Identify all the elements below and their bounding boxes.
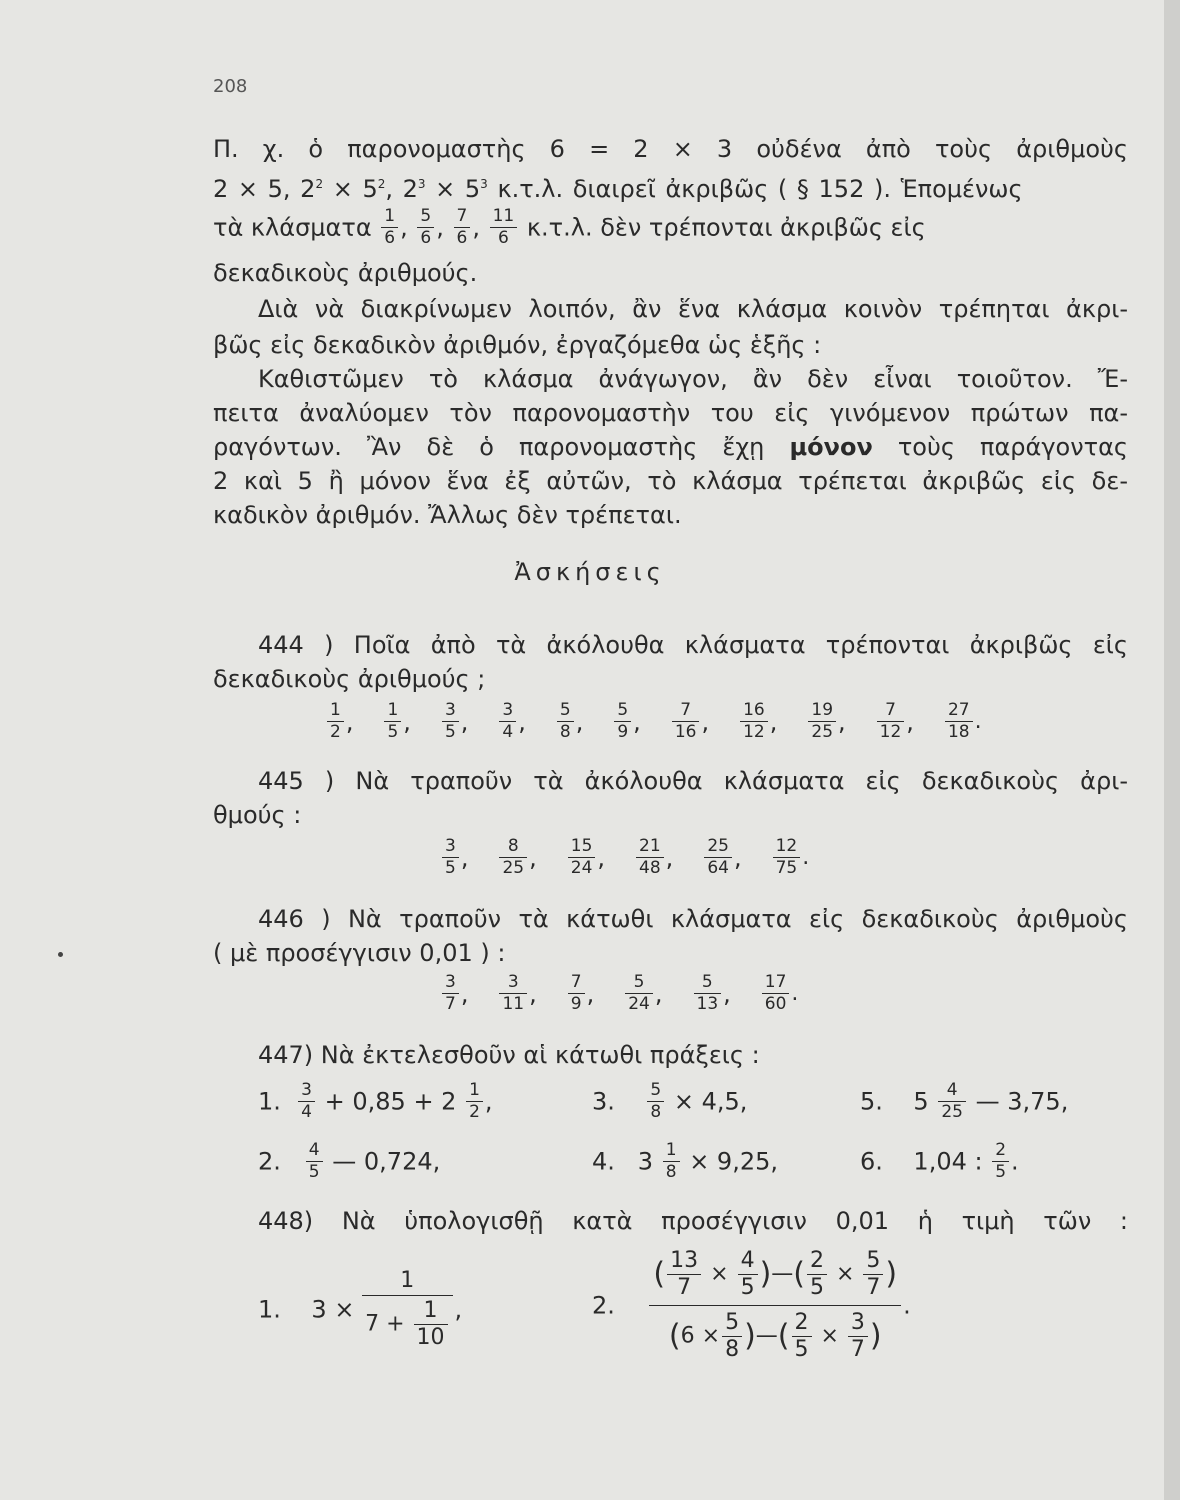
exercise-448-item-2: 2. ( $\frac{13}{7}$ × $\frac{4}{5}$ )—( $\frac{2}{5}$ × $\frac{5}{7}$ ) (6 × $\frac{5}{8}$ )—( $\frac{2}{5}$ × $\frac{3}{7}$ ) . xyxy=(592,1248,911,1362)
exercise-444-text: 444 ) Ποῖα ἀπὸ τὰ ἀκόλουθα κλάσματα τρέπονται ἀκριβῶς εἰς xyxy=(258,631,1128,659)
page-number: 208 xyxy=(213,76,248,97)
exercise-445-text: θμούς : xyxy=(213,801,302,829)
exercise-446-fractions: $\frac{3}{7}$ , $\frac{3}{11}$ , $\frac{7}{9}$ , $\frac{5}{24}$ , $\frac{5}{13}$ , $\frac{17}{60}$ . xyxy=(440,974,798,1013)
text-line: δεκαδικοὺς ἀριθμούς. xyxy=(213,259,478,287)
emphasis-text: μόνον xyxy=(789,433,873,461)
text-line: καδικὸν ἀριθμόν. Ἄλλως δὲν τρέπεται. xyxy=(213,501,682,529)
exercise-447-item-2: 2. $\frac{4}{5}$ — 0,724, xyxy=(258,1140,441,1182)
exercise-444-fractions: $\frac{1}{2}$ , $\frac{1}{5}$ , $\frac{3}{5}$ , $\frac{3}{4}$ , $\frac{5}{8}$ , $\frac{5}{9}$ , $\frac{7}{16}$ , $\frac{16}{12}$ , $\frac{19}{25}$ , $\frac{7}{12}$ , $\frac{27}{18}$ . xyxy=(325,702,982,741)
text-line: 2 καὶ 5 ἢ μόνον ἕνα ἐξ αὐτῶν, τὸ κλάσμα τρέπεται ἀκριβῶς εἰς δε- xyxy=(213,467,1128,495)
text-line: πειτα ἀναλύομεν τὸν παρονομαστὴν του εἰς γινόμενον πρώτων πα- xyxy=(213,399,1128,427)
exercise-447-item-5: 5. 5 $\frac{4}{25}$ — 3,75, xyxy=(860,1080,1069,1122)
text-line: 2 × 5, $2^2 \times 5^2$, $2^3 \times 5^3$ κ.τ.λ. διαιρεῖ ἀκριβῶς ( § 152 ). Ἑπομένως xyxy=(213,175,1023,203)
exercise-447-item-4: 4. 3 $\frac{1}{8}$ × 9,25, xyxy=(592,1140,778,1182)
exercise-445-text: 445 ) Νὰ τραποῦν τὰ ἀκόλουθα κλάσματα εἰς δεκαδικοὺς ἀρι- xyxy=(258,767,1128,795)
exercise-447-item-6: 6. 1,04 : $\frac{2}{5}$ . xyxy=(860,1140,1019,1182)
exercise-444-text: δεκαδικοὺς ἀριθμούς ; xyxy=(213,665,486,693)
exercise-447-text: 447) Νὰ ἐκτελεσθοῦν αἱ κάτωθι πράξεις : xyxy=(258,1041,760,1069)
fraction: $\frac{5}{6}$ xyxy=(417,208,434,247)
exercise-447-item-1: 1. $\frac{3}{4}$ + 0,85 + 2 $\frac{1}{2}$ , xyxy=(258,1080,493,1122)
text-line: ραγόντων. Ἂν δὲ ὁ παρονομαστὴς ἔχῃ μόνον τοὺς παράγοντας xyxy=(213,433,1128,461)
fraction: $\frac{1}{6}$ xyxy=(381,208,398,247)
exercise-448-text: 448) Νὰ ὑπολογισθῇ κατὰ προσέγγισιν 0,01 ἡ τιμὴ τῶν : xyxy=(258,1207,1128,1235)
text-line: Διὰ νὰ διακρίνωμεν λοιπόν, ἂν ἕνα κλάσμα κοινὸν τρέπηται ἀκρι- xyxy=(258,295,1128,323)
section-heading: Ἀσκήσεις xyxy=(514,558,666,586)
fraction: $\frac{11}{6}$ xyxy=(490,208,518,247)
exercise-446-text: ( μὲ προσέγγισιν 0,01 ) : xyxy=(213,939,506,967)
exercise-448-item-1: 1. 3 × 1 7 + $\frac{1}{10}$ , xyxy=(258,1268,463,1350)
text-line: τὰ κλάσματα $\frac{1}{6}$ , $\frac{5}{6}$ , $\frac{7}{6}$ , $\frac{11}{6}$ κ.τ.λ. δὲν τρέπονται ἀκριβῶς εἰς xyxy=(213,206,926,248)
stray-dot xyxy=(58,952,63,957)
text-line: βῶς εἰς δεκαδικὸν ἀριθμόν, ἐργαζόμεθα ὡς ἑξῆς : xyxy=(213,331,822,359)
exercise-447-item-3: 3. $\frac{5}{8}$ × 4,5, xyxy=(592,1080,748,1122)
exercise-445-fractions: $\frac{3}{5}$ , $\frac{8}{25}$ , $\frac{15}{24}$ , $\frac{21}{48}$ , $\frac{25}{64}$ , $\frac{12}{75}$ . xyxy=(440,838,809,877)
page-edge xyxy=(1164,0,1180,1500)
text-line: Π. χ. ὁ παρονομαστὴς 6 = 2 × 3 οὐδένα ἀπὸ τοὺς ἀριθμοὺς xyxy=(213,135,1128,163)
text-line: Καθιστῶμεν τὸ κλάσμα ἀνάγωγον, ἂν δὲν εἶναι τοιοῦτον. Ἔ- xyxy=(258,365,1128,393)
fraction: $\frac{7}{6}$ xyxy=(454,208,471,247)
exercise-446-text: 446 ) Νὰ τραποῦν τὰ κάτωθι κλάσματα εἰς δεκαδικοὺς ἀριθμοὺς xyxy=(258,905,1128,933)
